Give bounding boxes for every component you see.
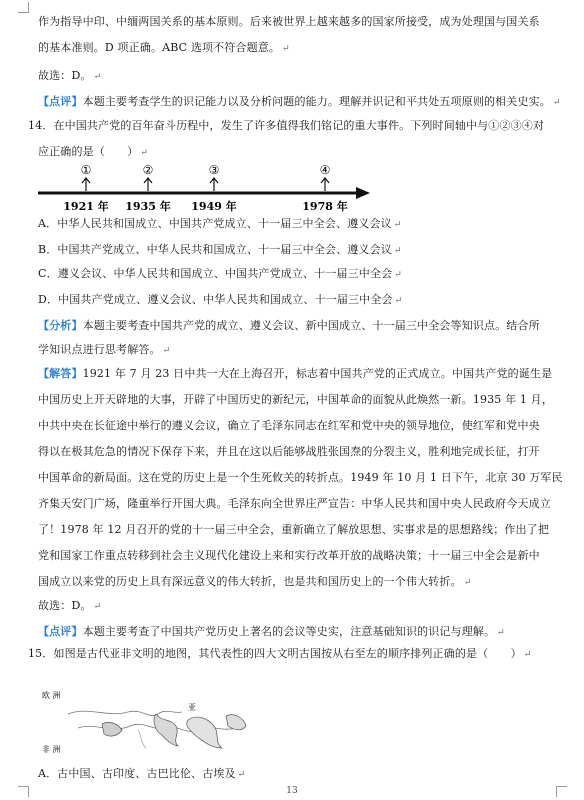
analysis-line bbox=[38, 318, 554, 334]
paragraph-mark-icon: ↵ bbox=[552, 98, 561, 108]
paragraph-mark-icon: ↵ bbox=[237, 770, 246, 780]
solution-line: 齐集天安门广场，隆重举行开国大典。毛泽东向全世界庄严宣告：中华人民共和国中央人民政府今天成立 bbox=[38, 497, 551, 510]
text-line bbox=[38, 40, 554, 57]
option-c bbox=[38, 266, 554, 283]
timeline-arrowhead-icon bbox=[356, 187, 370, 199]
paragraph-mark-icon: ↵ bbox=[162, 346, 171, 356]
map-region bbox=[187, 717, 222, 748]
paragraph-mark-icon: ↵ bbox=[394, 296, 403, 306]
analysis-line-cont bbox=[38, 342, 554, 359]
map-label-africa: 非 洲 bbox=[42, 745, 61, 754]
paragraph-mark-icon: ↵ bbox=[523, 650, 532, 660]
paragraph-mark-icon: ↵ bbox=[140, 148, 149, 158]
review-text: 本题主要考查了中国共产党历史上著名的会议等史实，注意基础知识的识记与理解。 bbox=[82, 625, 496, 638]
paragraph-mark-icon: ↵ bbox=[93, 72, 102, 82]
text-span: 的基本准则。D 项正确。ABC 选项不符合题意。 bbox=[38, 41, 281, 54]
paragraph-mark-icon: ↵ bbox=[93, 602, 102, 612]
paragraph-mark-icon: ↵ bbox=[497, 628, 505, 638]
analysis-tag: 【分析】 bbox=[38, 319, 83, 332]
timeline-year: 1978 年 bbox=[302, 200, 348, 213]
timeline-marker: ① bbox=[80, 163, 92, 177]
map-label-asia: 亚 bbox=[188, 703, 196, 712]
timeline-year: 1935 年 bbox=[125, 200, 171, 213]
review-tag: 【点评】 bbox=[38, 95, 83, 108]
analysis-text: 学知识点进行思考解答。 bbox=[38, 343, 161, 356]
paragraph-mark-icon: ↵ bbox=[463, 578, 472, 588]
paragraph-mark-icon: ↵ bbox=[393, 220, 402, 230]
option-text: B．中国共产党成立、中华人民共和国成立、十一届三中全会、遵义会议 bbox=[38, 243, 392, 256]
question-14-stem-cont bbox=[38, 144, 554, 161]
option-text: D．中国共产党成立、遵义会议、中华人民共和国成立、十一届三中全会 bbox=[38, 293, 393, 306]
question-14-stem: 14．在中国共产党的百年奋斗历程中，发生了许多值得我们铭记的重大事件。下列时间轴中与①②③④对 bbox=[28, 119, 545, 132]
answer-text: 故选：D。 bbox=[38, 599, 92, 612]
analysis-text: 本题主要考查中国共产党的成立、遵义会议、新中国成立、十一届三中全会等知识点。结合所 bbox=[82, 319, 540, 332]
page-number: 13 bbox=[286, 786, 298, 796]
text-span: 应正确的是（ ） bbox=[38, 145, 139, 158]
paragraph-mark-icon: ↵ bbox=[394, 270, 402, 280]
text-line: 作为指导中印、中缅两国关系的基本原则。后来被世界上越来越多的国家所接受，成为处理国与国关系 bbox=[38, 15, 540, 28]
map-river bbox=[138, 730, 146, 748]
timeline-year: 1949 年 bbox=[191, 200, 237, 213]
timeline-figure bbox=[38, 160, 378, 216]
map-coastline bbox=[68, 711, 182, 716]
paragraph-mark-icon: ↵ bbox=[393, 246, 402, 256]
review-line bbox=[38, 94, 561, 111]
solution-text: 1921 年 7 月 23 日中共一大在上海召开，标志着中国共产党的正式成立。中国共产党的诞生是 bbox=[82, 367, 553, 380]
review-line bbox=[38, 624, 554, 641]
timeline-marker: ④ bbox=[319, 163, 331, 177]
question-15-option-a bbox=[38, 766, 554, 783]
timeline-marker: ③ bbox=[208, 163, 220, 177]
answer-text: 故选：D。 bbox=[38, 69, 92, 82]
ancient-civilizations-map bbox=[38, 684, 258, 760]
solution-line: 中国历史上开天辟地的大事，开辟了中国历史的新纪元，中国革命的面貌从此焕然一新。1935 年 1 月， bbox=[38, 393, 553, 406]
option-text: A．古中国、古印度、古巴比伦、古埃及 bbox=[38, 767, 236, 780]
timeline-marker: ② bbox=[142, 163, 154, 177]
option-b bbox=[38, 242, 554, 259]
answer-line bbox=[38, 598, 554, 615]
solution-text: 国成立以来党的历史上具有深远意义的伟大转折，也是共和国历史上的一个伟大转折。 bbox=[38, 575, 462, 588]
option-text: C．遵义会议、中华人民共和国成立、中国共产党成立、十一届三中全会 bbox=[38, 267, 393, 280]
solution-line: 中共中央在长征途中举行的遵义会议，确立了毛泽东同志在红军和党中央的领导地位，使红军和党中央 bbox=[38, 419, 540, 432]
timeline-year: 1921 年 bbox=[63, 200, 109, 213]
review-text: 本题主要考查学生的识记能力以及分析问题的能力。理解并识记和平共处五项原则的相关史实。 bbox=[82, 95, 551, 108]
map-label-europe: 欧 洲 bbox=[42, 691, 61, 700]
question-15-stem bbox=[28, 646, 554, 663]
map-region bbox=[102, 722, 122, 736]
solution-line bbox=[38, 366, 554, 382]
crop-mark-top-left bbox=[18, 2, 29, 13]
option-d bbox=[38, 292, 554, 309]
solution-line: 得以在极其危急的情况下保存下来，并且在这以后能够战胜张国焘的分裂主义，胜利地完成长征，打开 bbox=[38, 445, 540, 458]
solution-line: 中国革命的新局面。这在党的历史上是一个生死攸关的转折点。1949 年 10 月 1 日下午，北京 30 万军民 bbox=[38, 471, 563, 484]
text-span: 15．如图是古代亚非文明的地图，其代表性的四大文明古国按从右至左的顺序排列正确的是（ ） bbox=[28, 647, 522, 660]
solution-tag: 【解答】 bbox=[38, 367, 83, 380]
solution-line: 了！1978 年 12 月召开的党的十一届三中全会，重新确立了解放思想、实事求是的思想路线；作出了把 bbox=[38, 523, 549, 536]
review-tag: 【点评】 bbox=[38, 625, 83, 638]
answer-line bbox=[38, 68, 554, 85]
option-a bbox=[38, 216, 554, 233]
solution-line bbox=[38, 574, 554, 591]
map-region bbox=[226, 715, 246, 730]
solution-line: 党和国家工作重点转移到社会主义现代化建设上来和实行改革开放的战略决策；十一届三中全会是新中 bbox=[38, 549, 540, 562]
map-region bbox=[154, 714, 178, 746]
paragraph-mark-icon: ↵ bbox=[282, 44, 290, 54]
option-text: A．中华人民共和国成立、中国共产党成立、十一届三中全会、遵义会议 bbox=[38, 217, 392, 230]
